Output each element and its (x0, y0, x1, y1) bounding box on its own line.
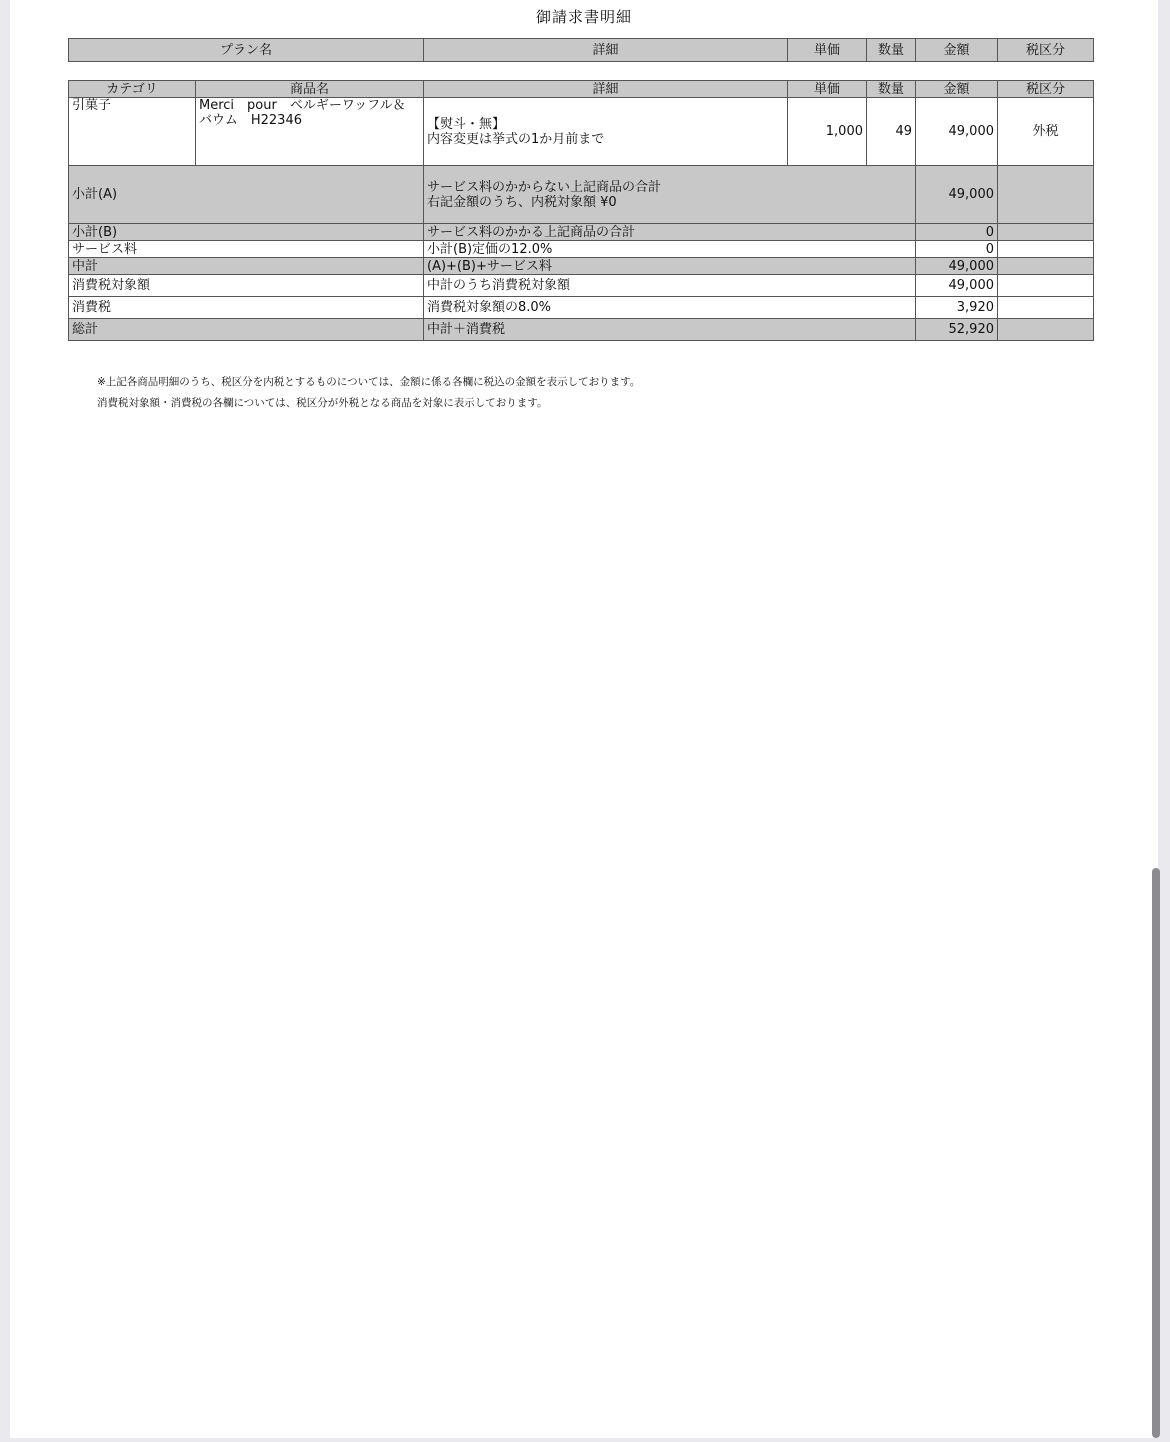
summary-empty (998, 275, 1094, 297)
summary-empty (998, 258, 1094, 275)
vertical-scrollbar[interactable] (1152, 868, 1160, 1438)
summary-detail-line: 右記金額のうち、内税対象額 ¥0 (427, 194, 617, 210)
summary-label: 小計(A) (69, 166, 424, 224)
header-product-name: 商品名 (196, 81, 424, 98)
plan-table (68, 38, 1094, 62)
item-detail (424, 98, 788, 166)
summary-amount: 52,920 (916, 319, 998, 341)
header-unit-price: 単価 (788, 39, 867, 62)
item-quantity: 49 (867, 98, 916, 166)
summary-detail-line: サービス料のかからない上記商品の合計 (427, 179, 662, 195)
summary-label: 総計 (69, 319, 424, 341)
summary-label: サービス料 (69, 241, 424, 258)
summary-label: 消費税 (69, 297, 424, 319)
item-tax-type: 外税 (998, 98, 1094, 166)
product-name-line: Merci pour ベルギーワッフル＆ (199, 98, 406, 113)
summary-amount: 0 (916, 224, 998, 241)
summary-detail: 消費税対象額の8.0% (424, 297, 916, 319)
header-tax-type: 税区分 (998, 39, 1094, 62)
summary-amount: 49,000 (916, 166, 998, 224)
summary-row-taxable-amount (69, 275, 1094, 297)
item-table (68, 80, 1094, 341)
summary-amount: 0 (916, 241, 998, 258)
summary-empty (998, 319, 1094, 341)
summary-detail (424, 166, 916, 224)
summary-label: 小計(B) (69, 224, 424, 241)
table-row (69, 98, 1094, 166)
header-plan-name: プラン名 (69, 39, 424, 62)
invoice-page (10, 0, 1158, 1438)
product-name-line: バウム H22346 (199, 113, 303, 128)
detail-line: 内容変更は挙式の1か月前まで (427, 131, 605, 147)
summary-empty (998, 224, 1094, 241)
footnote: ※上記各商品明細のうち、税区分を内税とするものについては、金額に係る各欄に税込の金額を表示しております。 (97, 376, 641, 388)
summary-label: 中計 (69, 258, 424, 275)
header-category: カテゴリ (69, 81, 196, 98)
summary-detail: (A)+(B)+サービス料 (424, 258, 916, 275)
item-unit-price: 1,000 (788, 98, 867, 166)
footnote: 消費税対象額・消費税の各欄については、税区分が外税となる商品を対象に表示しております。 (97, 397, 548, 409)
summary-row-subtotal-b (69, 224, 1094, 241)
summary-label: 消費税対象額 (69, 275, 424, 297)
header-unit-price: 単価 (788, 81, 867, 98)
header-detail: 詳細 (424, 39, 788, 62)
item-table-header (69, 81, 1094, 98)
summary-amount: 3,920 (916, 297, 998, 319)
detail-line: 【熨斗・無】 (427, 116, 506, 132)
header-quantity: 数量 (867, 81, 916, 98)
summary-detail: 中計＋消費税 (424, 319, 916, 341)
summary-detail: サービス料のかかる上記商品の合計 (424, 224, 916, 241)
summary-row-subtotal-a (69, 166, 1094, 224)
summary-detail: 小計(B)定価の12.0% (424, 241, 916, 258)
document-title: 御請求書明細 (535, 8, 632, 26)
header-amount: 金額 (916, 81, 998, 98)
header-amount: 金額 (916, 39, 998, 62)
header-quantity: 数量 (867, 39, 916, 62)
summary-empty (998, 166, 1094, 224)
item-product-name (196, 98, 424, 166)
summary-row-service-fee (69, 241, 1094, 258)
item-category: 引菓子 (69, 98, 196, 166)
header-tax-type: 税区分 (998, 81, 1094, 98)
summary-row-consumption-tax (69, 297, 1094, 319)
plan-table-header (69, 39, 1094, 62)
summary-empty (998, 297, 1094, 319)
summary-row-middle-total (69, 258, 1094, 275)
header-detail: 詳細 (424, 81, 788, 98)
item-amount: 49,000 (916, 98, 998, 166)
summary-row-grand-total (69, 319, 1094, 341)
summary-amount: 49,000 (916, 275, 998, 297)
summary-empty (998, 241, 1094, 258)
summary-amount: 49,000 (916, 258, 998, 275)
summary-detail: 中計のうち消費税対象額 (424, 275, 916, 297)
